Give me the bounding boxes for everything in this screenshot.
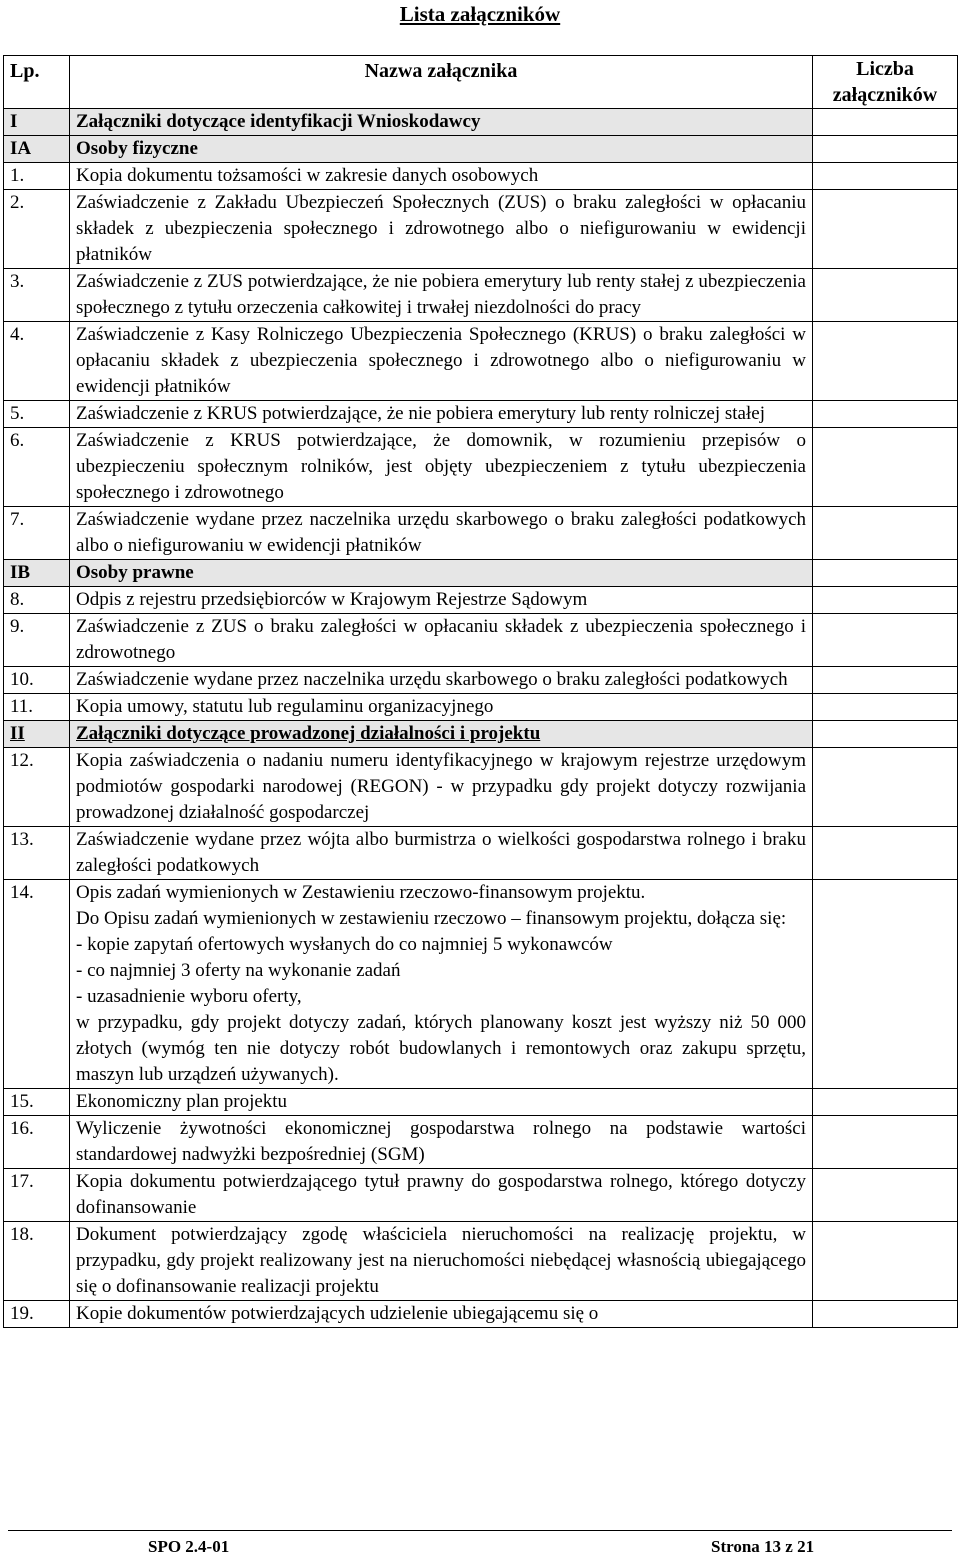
row-number: 9. (4, 614, 70, 667)
table-row (4, 428, 958, 507)
attachment-count-cell (813, 428, 958, 507)
row-number: 6. (4, 428, 70, 507)
attachment-name: Zaświadczenie wydane przez wójta albo burmistrza o wielkości gospodarstwa rolnego i braku zaległości podatkowych (70, 827, 813, 880)
attachment-name: Zaświadczenie z Kasy Rolniczego Ubezpieczenia Społecznego (KRUS) o braku zaległości w opłacaniu składek z ubezpieczenia społecznego i zdrowotnego albo o niefigurowaniu w ewidencji płatników (70, 322, 813, 401)
attachment-count-cell (813, 587, 958, 614)
attachment-count-cell (813, 694, 958, 721)
table-row (4, 1222, 958, 1301)
attachment-name: Zaświadczenie wydane przez naczelnika urzędu skarbowego o braku zaległości podatkowych albo o niefigurowaniu w ewidencji płatników (70, 507, 813, 560)
attachment-name-line: - uzasadnienie wyboru oferty, (76, 986, 302, 1007)
attachment-name: Osoby fizyczne (70, 136, 813, 163)
attachment-name-line: - co najmniej 3 oferty na wykonanie zadań (76, 960, 401, 981)
table-row (4, 614, 958, 667)
footer-divider (8, 1530, 952, 1531)
attachment-name: Odpis z rejestru przedsiębiorców w Krajowym Rejestrze Sądowym (70, 587, 813, 614)
attachment-name-line: Do Opisu zadań wymienionych w zestawieniu rzeczowo – finansowym projektu, dołącza się: (76, 908, 787, 929)
attachment-name: Zaświadczenie z KRUS potwierdzające, że domownik, w rozumieniu przepisów o ubezpieczeniu społecznym rolników, jest objęty ubezpieczeniem z tytułu ubezpieczenia społecznego i zdrowotnego (70, 428, 813, 507)
attachment-count-cell (813, 190, 958, 269)
attachment-count-cell (813, 322, 958, 401)
attachment-count-cell (813, 748, 958, 827)
header-count: Liczba załączników (813, 56, 958, 109)
attachment-count-cell (813, 1222, 958, 1301)
row-number: 10. (4, 667, 70, 694)
attachment-count-cell (813, 614, 958, 667)
attachment-count-cell (813, 163, 958, 190)
table-row (4, 1089, 958, 1116)
attachment-name: Ekonomiczny plan projektu (70, 1089, 813, 1116)
header-lp: Lp. (4, 56, 70, 109)
footer-document-code: SPO 2.4-01 (148, 1537, 230, 1556)
attachment-count-cell (813, 1116, 958, 1169)
table-row (4, 880, 958, 1089)
attachment-name: Załączniki dotyczące identyfikacji Wnioskodawcy (70, 109, 813, 136)
row-number: 8. (4, 587, 70, 614)
attachment-name: Zaświadczenie z KRUS potwierdzające, że nie pobiera emerytury lub renty rolniczej stałej (70, 401, 813, 428)
page-title: Lista załączników (399, 2, 561, 26)
attachment-name: Dokument potwierdzający zgodę właściciela nieruchomości na realizację projektu, w przypadku, gdy projekt realizowany jest na nieruchomości niebędącej własnością ubiegającego się o dofinansowanie realizacji projektu (70, 1222, 813, 1301)
attachment-count-cell (813, 880, 958, 1089)
attachment-name: Zaświadczenie z ZUS potwierdzające, że nie pobiera emerytury lub renty stałej z ubezpieczenia społecznego z tytułu orzeczenia całkowitej i trwałej niezdolności do pracy (70, 269, 813, 322)
attachment-count-cell (813, 1169, 958, 1222)
footer-page-number: Strona 13 z 21 (711, 1537, 815, 1556)
attachment-name-line: Opis zadań wymienionych w Zestawieniu rzeczowo-finansowym projektu. (76, 882, 646, 903)
row-number: 13. (4, 827, 70, 880)
attachment-name: Zaświadczenie wydane przez naczelnika urzędu skarbowego o braku zaległości podatkowych (70, 667, 813, 694)
row-number: 2. (4, 190, 70, 269)
section-row (4, 721, 958, 748)
row-number: 12. (4, 748, 70, 827)
attachment-count-cell (813, 721, 958, 748)
row-number: II (4, 721, 70, 748)
attachment-count-cell (813, 269, 958, 322)
row-number: 15. (4, 1089, 70, 1116)
attachment-count-cell (813, 109, 958, 136)
table-row (4, 1116, 958, 1169)
row-number: IA (4, 136, 70, 163)
table-row (4, 827, 958, 880)
row-number: 18. (4, 1222, 70, 1301)
attachment-name: Kopia dokumentu potwierdzającego tytuł prawny do gospodarstwa rolnego, którego dotyczy dofinansowanie (70, 1169, 813, 1222)
table-row (4, 190, 958, 269)
row-number: 14. (4, 880, 70, 1089)
attachment-count-cell (813, 827, 958, 880)
table-row (4, 667, 958, 694)
table-row (4, 748, 958, 827)
table-row (4, 322, 958, 401)
table-row (4, 507, 958, 560)
attachment-name: Osoby prawne (70, 560, 813, 587)
attachment-count-cell (813, 401, 958, 428)
attachment-name: Kopia zaświadczenia o nadaniu numeru identyfikacyjnego w krajowym rejestrze urzędowym podmiotów gospodarki narodowej (REGON) - w przypadku gdy projekt dotyczy rozwijania prowadzonej działalność gospodarczej (70, 748, 813, 827)
row-number: 1. (4, 163, 70, 190)
attachment-name: Wyliczenie żywotności ekonomicznej gospodarstwa rolnego na podstawie wartości standardowej nadwyżki bezpośredniej (SGM) (70, 1116, 813, 1169)
attachment-count-cell (813, 560, 958, 587)
attachment-count-cell (813, 136, 958, 163)
header-name: Nazwa załącznika (70, 56, 813, 109)
attachment-name: Zaświadczenie z ZUS o braku zaległości w opłacaniu składek z ubezpieczenia społecznego i zdrowotnego (70, 614, 813, 667)
attachment-name (70, 880, 813, 1089)
table-body (4, 109, 958, 1328)
row-number: 4. (4, 322, 70, 401)
attachment-name: Zaświadczenie z Zakładu Ubezpieczeń Społecznych (ZUS) o braku zaległości w opłacaniu składek z ubezpieczenia społecznego i zdrowotnego albo o niefigurowaniu w ewidencji płatników (70, 190, 813, 269)
table-header-row (4, 56, 958, 109)
row-number: 7. (4, 507, 70, 560)
table-row (4, 694, 958, 721)
table-row (4, 1169, 958, 1222)
row-number: 19. (4, 1301, 70, 1328)
section-row (4, 560, 958, 587)
table-row (4, 1301, 958, 1328)
attachment-count-cell (813, 1301, 958, 1328)
attachment-count-cell (813, 667, 958, 694)
row-number: 16. (4, 1116, 70, 1169)
table-row (4, 587, 958, 614)
attachment-name: Kopie dokumentów potwierdzających udzielenie ubiegającemu się o (70, 1301, 813, 1328)
row-number: 5. (4, 401, 70, 428)
attachment-name-line: - kopie zapytań ofertowych wysłanych do co najmniej 5 wykonawców (76, 934, 613, 955)
row-number: 3. (4, 269, 70, 322)
attachment-name: Załączniki dotyczące prowadzonej działalności i projektu (70, 721, 813, 748)
table-row (4, 163, 958, 190)
attachment-name-line: w przypadku, gdy projekt dotyczy zadań, których planowany koszt jest wyższy niż 50 000 złotych (wymóg ten nie dotyczy robót budowlanych i remontowych oraz zakupu sprzętu, maszyn lub urządzeń używanych). (76, 1012, 806, 1085)
row-number: IB (4, 560, 70, 587)
table-row (4, 401, 958, 428)
attachment-name: Kopia dokumentu tożsamości w zakresie danych osobowych (70, 163, 813, 190)
attachments-table (3, 55, 958, 1328)
attachment-name: Kopia umowy, statutu lub regulaminu organizacyjnego (70, 694, 813, 721)
row-number: 17. (4, 1169, 70, 1222)
section-row (4, 136, 958, 163)
row-number: I (4, 109, 70, 136)
section-row (4, 109, 958, 136)
row-number: 11. (4, 694, 70, 721)
attachment-count-cell (813, 507, 958, 560)
attachment-count-cell (813, 1089, 958, 1116)
table-row (4, 269, 958, 322)
